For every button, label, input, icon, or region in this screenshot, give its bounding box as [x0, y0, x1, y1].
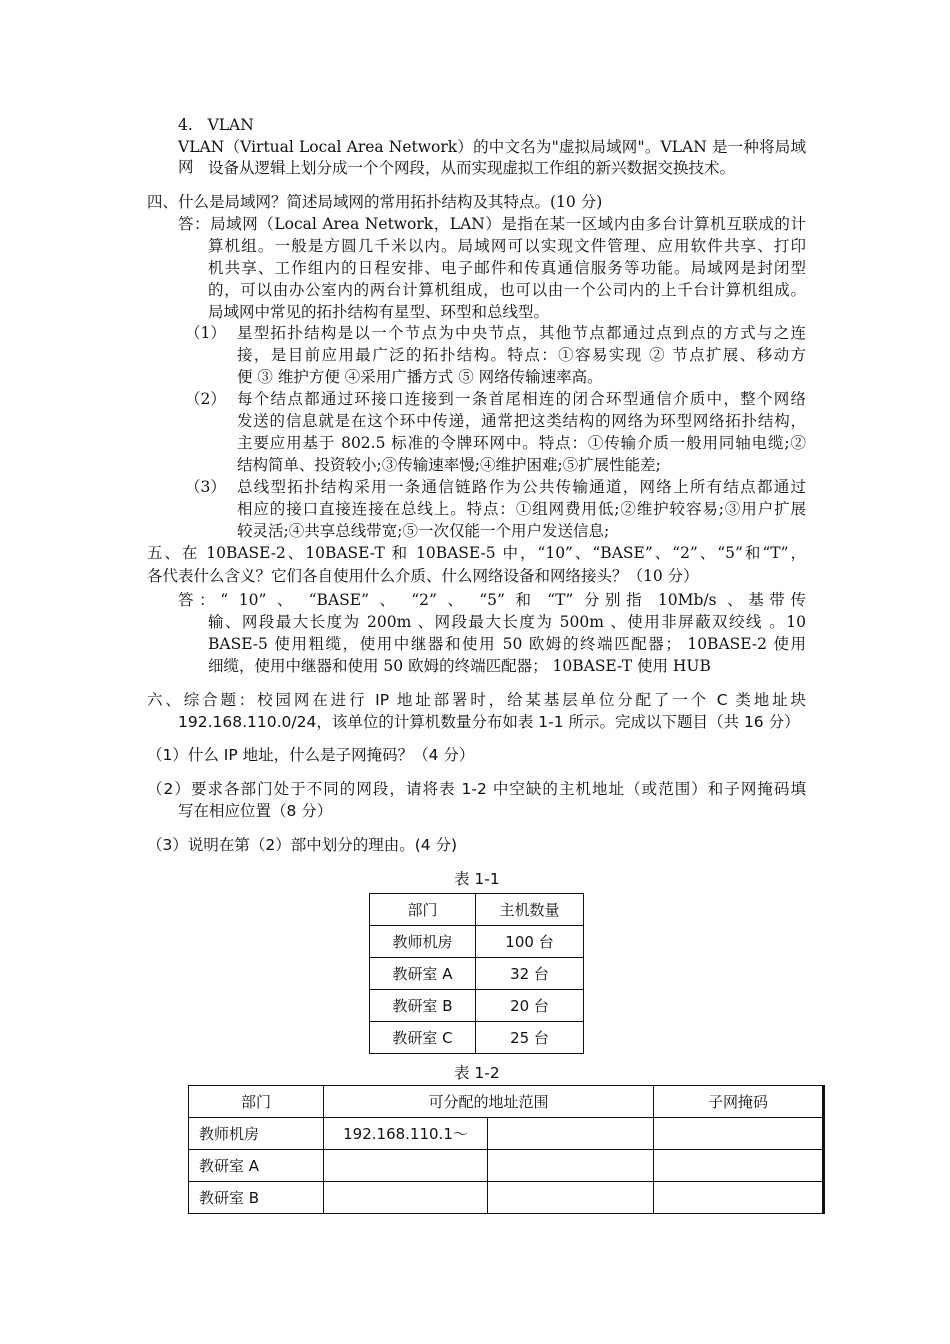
table-cell: 教研室 B [370, 990, 476, 1022]
q5-answer-line-1: 答：“ 10” 、 “BASE” 、 “2” 、 “5” 和 “T” 分别指 10Mb/s 、基带传 [178, 591, 806, 609]
q4-item-1-line-1: 星型拓扑结构是以一个节点为中央节点，其他节点都通过点到点的方式与之连 [237, 324, 806, 342]
table-cell: 32 台 [476, 958, 584, 990]
q6-question-line-2: 192.168.110.0/24，该单位的计算机数量分布如表 1-1 所示。完成以下题目（共 16 分） [178, 713, 800, 731]
table-cell [488, 1182, 654, 1214]
table-cell: 教师机房 [370, 926, 476, 958]
q6-question-line-1: 六、综合题：校园网在进行 IP 地址部署时，给某基层单位分配了一个 C 类地址块 [147, 691, 806, 709]
q4-item-1-line-3: 便 ③ 维护方便 ④采用广播方式 ⑤ 网络传输速率高。 [237, 368, 603, 386]
q4-item-2-line-4: 结构简单、投资较小;③传输速率慢;④维护困难;⑤扩展性能差; [237, 456, 661, 474]
table-cell [654, 1150, 824, 1182]
table-row [370, 990, 584, 1022]
table-cell [654, 1182, 824, 1214]
table-cell [488, 1118, 654, 1150]
q4-item-2-line-2: 发送的信息就是在这个环中传递，通常把这类结构的网络为环型网络拓扑结构， [237, 412, 806, 430]
table-header-cell: 部门 [370, 894, 476, 926]
table-cell: 教研室 B [189, 1182, 324, 1214]
table-cell: 100 台 [476, 926, 584, 958]
table-row [189, 1150, 824, 1182]
q5-answer-line-2: 输、网段最大长度为 200m 、网段最大长度为 500m 、使用非屏蔽双绞线 。10 [208, 613, 806, 631]
q6-sub-question-1: （1）什么 IP 地址，什么是子网掩码？（4 分） [147, 746, 475, 764]
table-header-row [189, 1086, 824, 1118]
table1-caption: 表 1-1 [454, 870, 500, 888]
q4-item-2-line-3: 主要应用基于 802.5 标准的令牌环网中。特点：①传输介质一般用同轴电缆;② [237, 434, 806, 452]
table-row [370, 1022, 584, 1054]
table-cell: 教师机房 [189, 1118, 324, 1150]
table-1-2 [188, 1085, 825, 1214]
table-cell: 教研室 C [370, 1022, 476, 1054]
q4-item-3-number: （3） [185, 478, 226, 496]
table-header-cell: 部门 [189, 1086, 324, 1118]
q4-item-3-line-2: 相应的接口直接连接在总线上。特点：①组网费用低;②维护较容易;③用户扩展 [237, 500, 806, 518]
table-header-row [370, 894, 584, 926]
table-cell: 教研室 A [189, 1150, 324, 1182]
q6-sub-question-2-line-1: （2）要求各部门处于不同的网段，请将表 1-2 中空缺的主机地址（或范围）和子网掩码填 [147, 780, 806, 798]
table-header-cell: 子网掩码 [654, 1086, 824, 1118]
table-cell [654, 1118, 824, 1150]
table-1-1 [369, 893, 584, 1054]
table-cell [488, 1150, 654, 1182]
table-cell: 20 台 [476, 990, 584, 1022]
q4-question: 四、什么是局域网？简述局域网的常用拓扑结构及其特点。(10 分) [147, 193, 603, 211]
q4-item-2-number: （2） [185, 390, 226, 408]
q4-item-3-line-1: 总线型拓扑结构采用一条通信链路作为公共传输通道，网络上所有结点都通过 [237, 478, 806, 496]
table-row [189, 1118, 824, 1150]
q4-answer-line-2: 算机组。一般是方圆几千米以内。局域网可以实现文件管理、应用软件共享、打印 [208, 237, 806, 255]
q4-item-1-number: （1） [185, 324, 226, 342]
table-cell: 25 台 [476, 1022, 584, 1054]
q4-answer-line-4: 的，可以由办公室内的两台计算机组成，也可以由一个公司内的上千台计算机组成。 [208, 281, 806, 299]
vlan-line-2: 设备从逻辑上划分成一个个网段，从而实现虚拟工作组的新兴数据交换技术。 [208, 159, 736, 177]
table-cell: 教研室 A [370, 958, 476, 990]
table-header-cell: 主机数量 [476, 894, 584, 926]
q4-answer-line-1: 答：局域网（Local Area Network，LAN）是指在某一区域内由多台计算机互联成的计 [178, 215, 806, 233]
vlan-line-1: VLAN（Virtual Local Area Network）的中文名为"虚拟局域网"。VLAN 是一种将局域网 [178, 138, 806, 176]
q5-question-line-2: 各代表什么含义？它们各自使用什么介质、什么网络设备和网络接头？（10 分） [147, 567, 699, 585]
table-row [189, 1182, 824, 1214]
q5-answer-line-4: 细缆，使用中继器和使用 50 欧姆的终端匹配器； 10BASE-T 使用 HUB [208, 657, 711, 675]
q5-question-line-1: 五、在 10BASE-2、10BASE-T 和 10BASE-5 中，“10”、“BASE”、“2”、“5”和“T”， [147, 544, 806, 562]
q6-sub-question-2-line-2: 写在相应位置（8 分） [178, 802, 333, 820]
q4-answer-line-5: 局域网中常见的拓扑结构有星型、环型和总线型。 [208, 303, 550, 321]
table-header-cell: 可分配的地址范围 [324, 1086, 654, 1118]
table-cell [324, 1150, 488, 1182]
q4-item-3-line-3: 较灵活;④共享总线带宽;⑤一次仅能一个用户发送信息; [237, 522, 610, 540]
table-row [370, 958, 584, 990]
table-row [370, 926, 584, 958]
q6-sub-question-3: （3）说明在第（2）部中划分的理由。(4 分) [147, 836, 458, 854]
table2-caption: 表 1-2 [454, 1064, 500, 1082]
q4-item-1-line-2: 接，是目前应用最广泛的拓扑结构。特点：①容易实现 ② 节点扩展、移动方 [237, 346, 806, 364]
q5-answer-line-3: BASE-5 使用粗缆，使用中继器和使用 50 欧姆的终端匹配器； 10BASE-2 使用 [208, 635, 806, 653]
table-cell [324, 1182, 488, 1214]
q4-answer-line-3: 机共享、工作组内的日程安排、电子邮件和传真通信服务等功能。局域网是封闭型 [208, 259, 806, 277]
q4-item-2-line-1: 每个结点都通过环接口连接到一条首尾相连的闭合环型通信介质中，整个网络 [237, 390, 806, 408]
vlan-heading: 4. VLAN [178, 116, 254, 134]
table-cell: 192.168.110.1～ [324, 1118, 488, 1150]
